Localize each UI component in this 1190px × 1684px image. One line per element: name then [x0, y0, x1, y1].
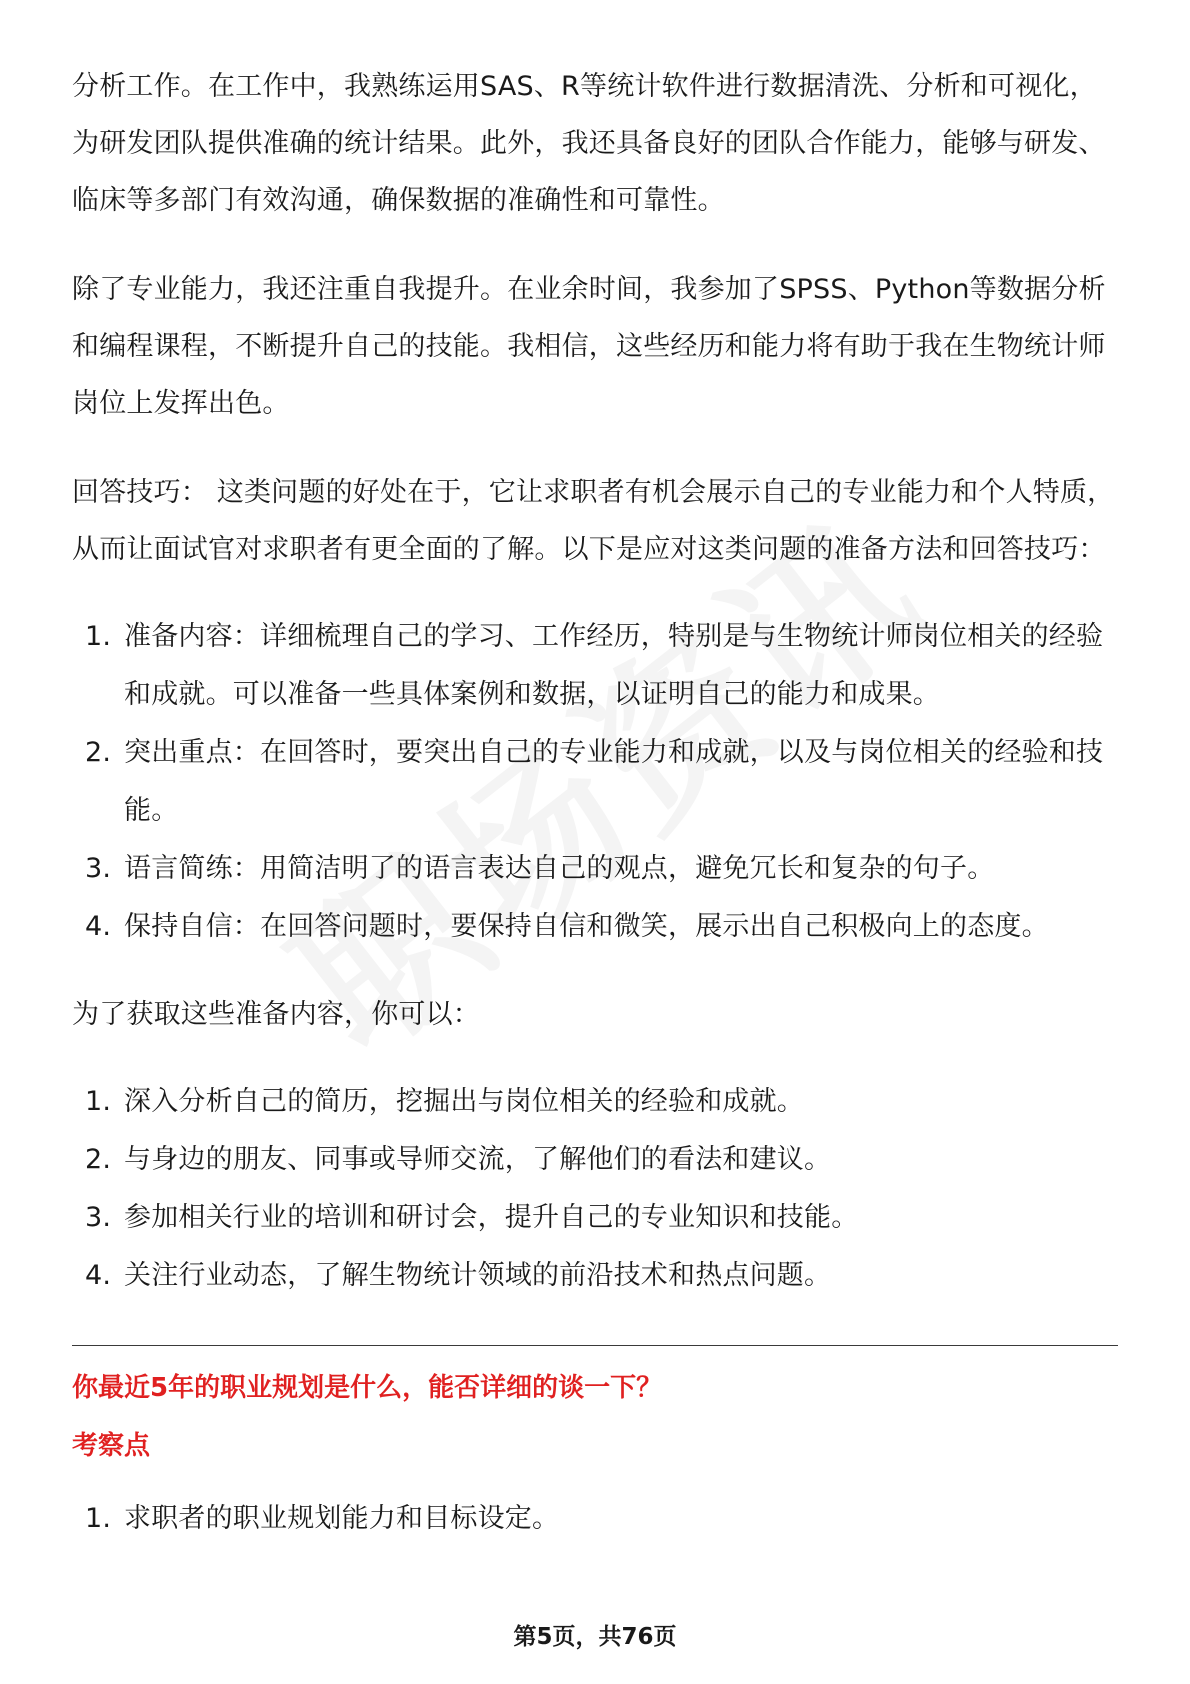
list-item-text: 语言简练：用简洁明了的语言表达自己的观点，避免冗长和复杂的句子。	[124, 853, 995, 884]
list-item	[72, 898, 1118, 956]
paragraph-answer-tips: 回答技巧： 这类问题的好处在于，它让求职者有机会展示自己的专业能力和个人特质，从而让面试官对求职者有更全面的了解。以下是应对这类问题的准备方法和回答技巧：	[72, 477, 1115, 565]
paragraph-analysis-work: 分析工作。在工作中，我熟练运用SAS、R等统计软件进行数据清洗、分析和可视化，为研发团队提供准确的统计结果。此外，我还具备良好的团队合作能力，能够与研发、临床等多部门有效沟通，确保数据的准确性和可靠性。	[72, 71, 1106, 216]
list-item-text: 突出重点：在回答时，要突出自己的专业能力和成就，以及与岗位相关的经验和技能。	[124, 737, 1104, 826]
list-item-text: 保持自信：在回答问题时，要保持自信和微笑，展示出自己积极向上的态度。	[124, 911, 1049, 942]
paragraph-self-improvement: 除了专业能力，我还注重自我提升。在业余时间，我参加了SPSS、Python等数据分析和编程课程，不断提升自己的技能。我相信，这些经历和能力将有助于我在生物统计师岗位上发挥出色。	[72, 274, 1106, 419]
list-number: 4.	[85, 1260, 112, 1291]
list-item	[72, 1073, 1118, 1131]
list-number: 1.	[85, 621, 112, 652]
tips-list	[72, 608, 1118, 956]
list-number: 2.	[85, 737, 112, 768]
prep-list	[72, 1073, 1118, 1305]
list-number: 3.	[85, 1202, 112, 1233]
document-page	[72, 58, 1118, 1578]
section-divider	[72, 1345, 1118, 1346]
list-item-text: 深入分析自己的简历，挖掘出与岗位相关的经验和成就。	[124, 1086, 804, 1117]
page-number-footer: 第5页，共76页	[513, 1624, 677, 1650]
list-number: 2.	[85, 1144, 112, 1175]
list-item	[72, 724, 1118, 840]
list-item	[72, 1247, 1118, 1305]
list-item-text: 关注行业动态，了解生物统计领域的前沿技术和热点问题。	[124, 1260, 832, 1291]
list-item	[72, 608, 1118, 724]
list-item-text: 准备内容：详细梳理自己的学习、工作经历，特别是与生物统计师岗位相关的经验和成就。可以准备一些具体案例和数据，以证明自己的能力和成果。	[124, 621, 1104, 710]
list-item-text: 参加相关行业的培训和研讨会，提升自己的专业知识和技能。	[124, 1202, 859, 1233]
list-item	[72, 840, 1118, 898]
list-number: 1.	[85, 1503, 112, 1534]
kaocha-heading: 考察点	[72, 1431, 151, 1461]
kaocha-list	[72, 1490, 1118, 1548]
list-item	[72, 1490, 1118, 1548]
list-number: 3.	[85, 853, 112, 884]
list-item-text: 求职者的职业规划能力和目标设定。	[124, 1503, 560, 1534]
list-number: 1.	[85, 1086, 112, 1117]
list-item-text: 与身边的朋友、同事或导师交流，了解他们的看法和建议。	[124, 1144, 832, 1175]
list-item	[72, 1189, 1118, 1247]
paragraph-prep-intro: 为了获取这些准备内容，你可以：	[72, 999, 480, 1030]
list-item	[72, 1131, 1118, 1189]
question-heading: 你最近5年的职业规划是什么，能否详细的谈一下？	[72, 1373, 663, 1403]
list-number: 4.	[85, 911, 112, 942]
